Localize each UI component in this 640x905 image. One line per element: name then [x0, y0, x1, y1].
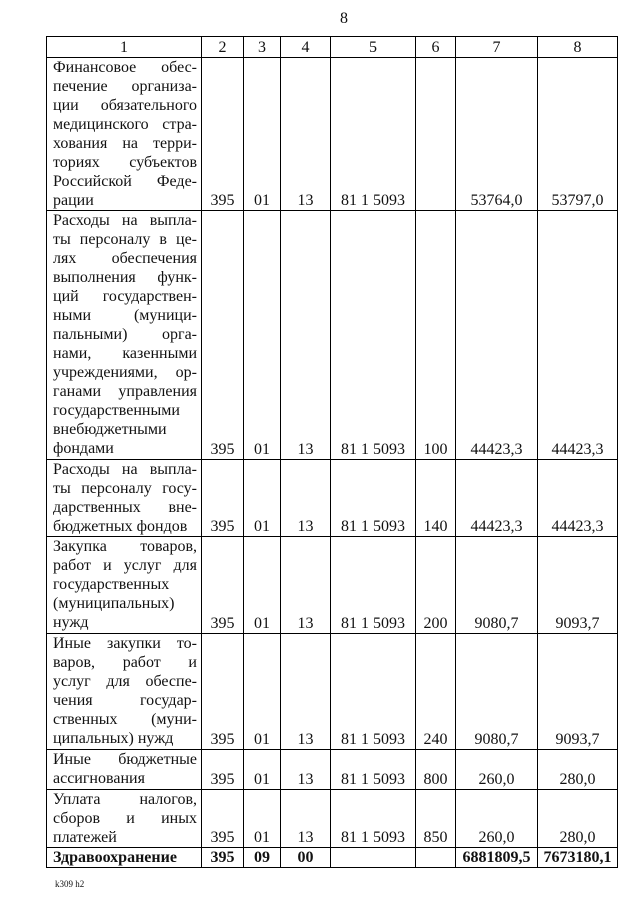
- section-cell: 01: [244, 634, 281, 750]
- amount-col-8-cell: 280,0: [538, 750, 618, 790]
- name-line: нами, казенными: [53, 345, 197, 362]
- expense-type-cell: 100: [416, 211, 456, 460]
- expense-type-cell: 240: [416, 634, 456, 750]
- name-line: печение организа-: [53, 78, 197, 95]
- table-row: [47, 750, 618, 790]
- section-cell: 01: [244, 537, 281, 634]
- subsection-cell: 13: [281, 790, 331, 848]
- row-name-cell: [47, 790, 202, 848]
- total-row: [47, 848, 618, 868]
- row-name-cell: [47, 460, 202, 537]
- name-line: бюджетных фондов: [53, 518, 188, 535]
- name-line: ственных (муни-: [53, 711, 197, 728]
- name-line: внебюджетными: [53, 421, 167, 438]
- amount-col-7-cell: 9080,7: [456, 634, 538, 750]
- amount-col-7-cell: 53764,0: [456, 58, 538, 211]
- subsection-cell: 13: [281, 58, 331, 211]
- amount-col-7-cell: 6881809,5: [456, 848, 538, 868]
- table-row: [47, 634, 618, 750]
- header-cell: 2: [202, 37, 244, 58]
- table-row: [47, 790, 618, 848]
- row-name-cell: [47, 634, 202, 750]
- expense-type-cell: [416, 58, 456, 211]
- name-line: чения государ-: [53, 692, 197, 709]
- section-cell: 01: [244, 460, 281, 537]
- name-line: нужд: [53, 614, 89, 631]
- expense-type-cell: [416, 848, 456, 868]
- section-cell: 01: [244, 750, 281, 790]
- page-number: 8: [340, 10, 348, 27]
- name-line: Иные бюджетные: [53, 751, 197, 768]
- expense-type-cell: 140: [416, 460, 456, 537]
- name-line: услуг для обеспе-: [53, 673, 197, 690]
- name-line: Финансовое обес-: [53, 59, 197, 76]
- row-name-cell: [47, 211, 202, 460]
- expense-type-cell: 800: [416, 750, 456, 790]
- target-article-cell: [331, 848, 416, 868]
- department-code-cell: 395: [202, 790, 244, 848]
- name-line: лях обеспечения: [53, 250, 197, 267]
- header-cell: 6: [416, 37, 456, 58]
- subsection-cell: 00: [281, 848, 331, 868]
- amount-col-8-cell: 9093,7: [538, 634, 618, 750]
- name-line: сборов и иных: [53, 810, 197, 827]
- name-line: Уплата налогов,: [53, 791, 197, 808]
- header-row: [47, 37, 618, 58]
- department-code-cell: 395: [202, 58, 244, 211]
- name-line: Российской Феде-: [53, 173, 197, 190]
- amount-col-8-cell: 44423,3: [538, 211, 618, 460]
- amount-col-8-cell: 44423,3: [538, 460, 618, 537]
- table-row: [47, 58, 618, 211]
- target-article-cell: 81 1 5093: [331, 460, 416, 537]
- expense-type-cell: 850: [416, 790, 456, 848]
- name-line: ты персоналу госу-: [53, 480, 197, 497]
- expense-type-cell: 200: [416, 537, 456, 634]
- name-line: варов, работ и: [53, 654, 197, 671]
- name-line: государственных: [53, 576, 170, 593]
- name-line: ториях субъектов: [53, 154, 197, 171]
- department-code-cell: 395: [202, 848, 244, 868]
- name-line: ципальных) нужд: [53, 730, 174, 747]
- name-line: ции обязательного: [53, 97, 197, 114]
- name-line: работ и услуг для: [53, 557, 197, 574]
- name-line: выполнения функ-: [53, 269, 197, 286]
- amount-col-8-cell: 280,0: [538, 790, 618, 848]
- row-name-cell: [47, 750, 202, 790]
- amount-col-8-cell: 7673180,1: [538, 848, 618, 868]
- name-line: пальными) орга-: [53, 326, 197, 343]
- amount-col-7-cell: 9080,7: [456, 537, 538, 634]
- amount-col-7-cell: 260,0: [456, 750, 538, 790]
- header-cell: 3: [244, 37, 281, 58]
- row-name-cell: [47, 537, 202, 634]
- name-line: ций государствен-: [53, 288, 197, 305]
- name-line: государственными: [53, 402, 180, 419]
- name-line: хования на терри-: [53, 135, 197, 152]
- target-article-cell: 81 1 5093: [331, 790, 416, 848]
- name-line: ными (муници-: [53, 307, 197, 324]
- department-code-cell: 395: [202, 750, 244, 790]
- footer-code: k309 h2: [55, 879, 85, 889]
- name-line: (муниципальных): [53, 595, 175, 612]
- section-cell: 01: [244, 790, 281, 848]
- name-line: фондами: [53, 440, 114, 457]
- name-line: Расходы на выпла-: [53, 461, 197, 478]
- department-code-cell: 395: [202, 211, 244, 460]
- subsection-cell: 13: [281, 211, 331, 460]
- name-line: ты персоналу в це-: [53, 231, 197, 248]
- section-cell: 01: [244, 211, 281, 460]
- name-line: Расходы на выпла-: [53, 212, 197, 229]
- name-line: дарственных вне-: [53, 499, 197, 516]
- header-cell: 1: [47, 37, 202, 58]
- name-line: ассигнования: [53, 770, 145, 787]
- department-code-cell: 395: [202, 460, 244, 537]
- department-code-cell: 395: [202, 537, 244, 634]
- subsection-cell: 13: [281, 634, 331, 750]
- budget-table: [46, 36, 618, 868]
- amount-col-7-cell: 260,0: [456, 790, 538, 848]
- row-name-cell: [47, 58, 202, 211]
- section-title: Здравоохранение: [53, 849, 177, 866]
- department-code-cell: 395: [202, 634, 244, 750]
- name-line: медицинского стра-: [53, 116, 197, 133]
- name-line: учреждениями, ор-: [53, 364, 197, 381]
- target-article-cell: 81 1 5093: [331, 750, 416, 790]
- amount-col-7-cell: 44423,3: [456, 460, 538, 537]
- table-row: [47, 537, 618, 634]
- header-cell: 5: [331, 37, 416, 58]
- name-line: платежей: [53, 829, 117, 846]
- amount-col-7-cell: 44423,3: [456, 211, 538, 460]
- name-line: Закупка товаров,: [53, 538, 197, 555]
- header-cell: 4: [281, 37, 331, 58]
- subsection-cell: 13: [281, 460, 331, 537]
- subsection-cell: 13: [281, 537, 331, 634]
- header-cell: 8: [538, 37, 618, 58]
- target-article-cell: 81 1 5093: [331, 537, 416, 634]
- header-cell: 7: [456, 37, 538, 58]
- name-line: Иные закупки то-: [53, 635, 197, 652]
- table-row: [47, 460, 618, 537]
- amount-col-8-cell: 53797,0: [538, 58, 618, 211]
- name-line: рации: [53, 192, 94, 209]
- target-article-cell: 81 1 5093: [331, 211, 416, 460]
- section-cell: 09: [244, 848, 281, 868]
- amount-col-8-cell: 9093,7: [538, 537, 618, 634]
- table-row: [47, 211, 618, 460]
- name-line: ганами управления: [53, 383, 197, 400]
- section-cell: 01: [244, 58, 281, 211]
- target-article-cell: 81 1 5093: [331, 634, 416, 750]
- target-article-cell: 81 1 5093: [331, 58, 416, 211]
- row-name-cell: [47, 848, 202, 868]
- subsection-cell: 13: [281, 750, 331, 790]
